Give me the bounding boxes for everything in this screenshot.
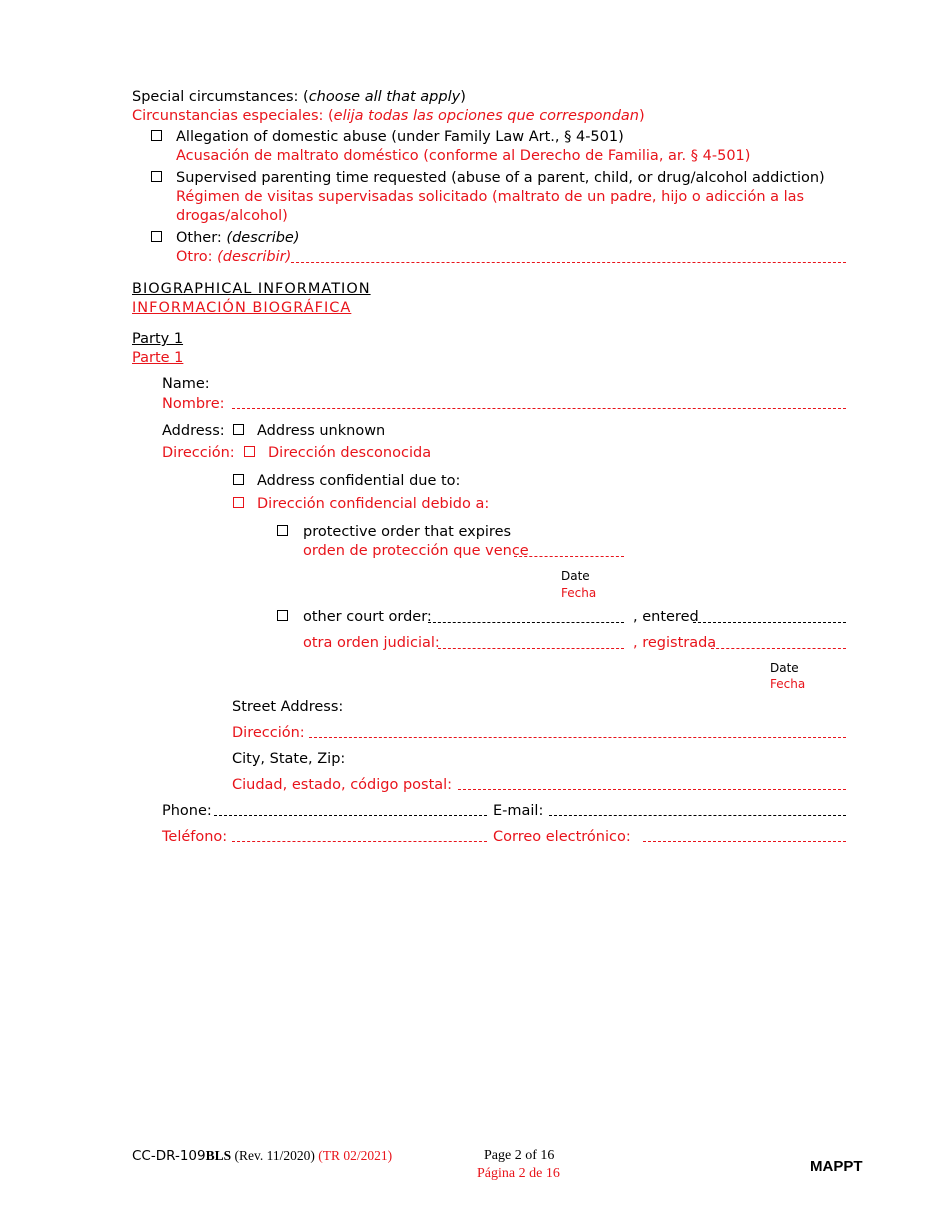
- address-label-es: Dirección:: [162, 445, 235, 461]
- protective-order-label-en: protective order that expires: [303, 524, 512, 540]
- checkbox-protective-order[interactable]: [277, 523, 288, 541]
- entered-date-caption-es: Fecha: [770, 677, 806, 691]
- address-confidential-label-es: Dirección confidencial debido a:: [257, 496, 490, 512]
- name-field[interactable]: [232, 396, 846, 414]
- address-label-en: Address:: [162, 423, 225, 439]
- party-heading-es: Parte 1: [132, 350, 184, 366]
- checkbox-other[interactable]: [151, 229, 162, 247]
- checkbox-other-court-order[interactable]: [277, 608, 288, 626]
- city-label-es: Ciudad, estado, código postal:: [232, 777, 453, 793]
- entered-date-field-es[interactable]: [711, 636, 846, 654]
- other-court-order-label-en: other court order:: [303, 609, 432, 625]
- address-unknown-label-es: Dirección desconocida: [268, 445, 432, 461]
- domestic-abuse-label-es: Acusación de maltrato doméstico (conforme al Derecho de Familia, ar. § 4-501): [176, 148, 751, 164]
- protective-date-caption-en: Date: [561, 569, 590, 583]
- protective-order-date-field[interactable]: [514, 544, 624, 562]
- footer-mark: MAPPT: [810, 1158, 863, 1175]
- other-label-en: Other: (describe): [176, 230, 300, 246]
- checkbox-address-confidential[interactable]: [233, 472, 244, 490]
- bio-heading-es: INFORMACIÓN BIOGRÁFICA: [132, 300, 352, 316]
- checkbox-address-unknown[interactable]: [233, 422, 244, 440]
- phone-field-es[interactable]: [232, 829, 487, 847]
- protective-date-caption-es: Fecha: [561, 586, 597, 600]
- domestic-abuse-label-en: Allegation of domestic abuse (under Family Law Art., § 4-501): [176, 129, 624, 145]
- email-label-en: E-mail:: [493, 803, 544, 819]
- bio-heading-en: BIOGRAPHICAL INFORMATION: [132, 281, 371, 297]
- street-label-en: Street Address:: [232, 699, 344, 715]
- special-heading-en: Special circumstances: (choose all that apply): [132, 89, 466, 105]
- city-state-zip-field[interactable]: [458, 777, 846, 795]
- footer-page-es: Página 2 de 16: [477, 1166, 560, 1181]
- checkbox-address-confidential-es[interactable]: [233, 495, 244, 513]
- other-label-es: Otro: (describir): [176, 249, 292, 265]
- party-heading-en: Party 1: [132, 331, 184, 347]
- checkbox-domestic-abuse[interactable]: [151, 128, 162, 146]
- entered-label-es: , registrada: [633, 635, 717, 651]
- supervised-parenting-label-es-2: drogas/alcohol): [176, 208, 288, 224]
- other-court-order-field-es[interactable]: [438, 636, 624, 654]
- phone-label-en: Phone:: [162, 803, 212, 819]
- supervised-parenting-label-es-1: Régimen de visitas supervisadas solicitado (maltrato de un padre, hijo o adicción a las: [176, 189, 805, 205]
- phone-label-es: Teléfono:: [162, 829, 228, 845]
- address-confidential-label-en: Address confidential due to:: [257, 473, 461, 489]
- email-field[interactable]: [549, 803, 846, 821]
- footer-form-id: CC-DR-109BLS (Rev. 11/2020) (TR 02/2021): [132, 1148, 393, 1164]
- checkbox-supervised-parenting[interactable]: [151, 169, 162, 187]
- other-describe-field[interactable]: [291, 250, 846, 268]
- email-field-es[interactable]: [643, 829, 846, 847]
- street-address-field[interactable]: [309, 725, 846, 743]
- street-label-es: Dirección:: [232, 725, 305, 741]
- address-unknown-label-en: Address unknown: [257, 423, 386, 439]
- supervised-parenting-label-en: Supervised parenting time requested (abuse of a parent, child, or drug/alcohol addiction): [176, 170, 825, 186]
- other-court-order-field[interactable]: [428, 610, 624, 628]
- footer-page-en: Page 2 of 16: [484, 1148, 555, 1163]
- entered-label-en: , entered: [633, 609, 699, 625]
- entered-date-caption-en: Date: [770, 661, 799, 675]
- name-label-es: Nombre:: [162, 396, 225, 412]
- special-heading-es: Circunstancias especiales: (elija todas las opciones que correspondan): [132, 108, 645, 124]
- city-label-en: City, State, Zip:: [232, 751, 346, 767]
- protective-order-label-es: orden de protección que vence: [303, 543, 529, 559]
- entered-date-field[interactable]: [693, 610, 846, 628]
- checkbox-address-unknown-es[interactable]: [244, 444, 255, 462]
- phone-field[interactable]: [214, 803, 487, 821]
- email-label-es: Correo electrónico:: [493, 829, 631, 845]
- name-label-en: Name:: [162, 376, 210, 392]
- other-court-order-label-es: otra orden judicial:: [303, 635, 440, 651]
